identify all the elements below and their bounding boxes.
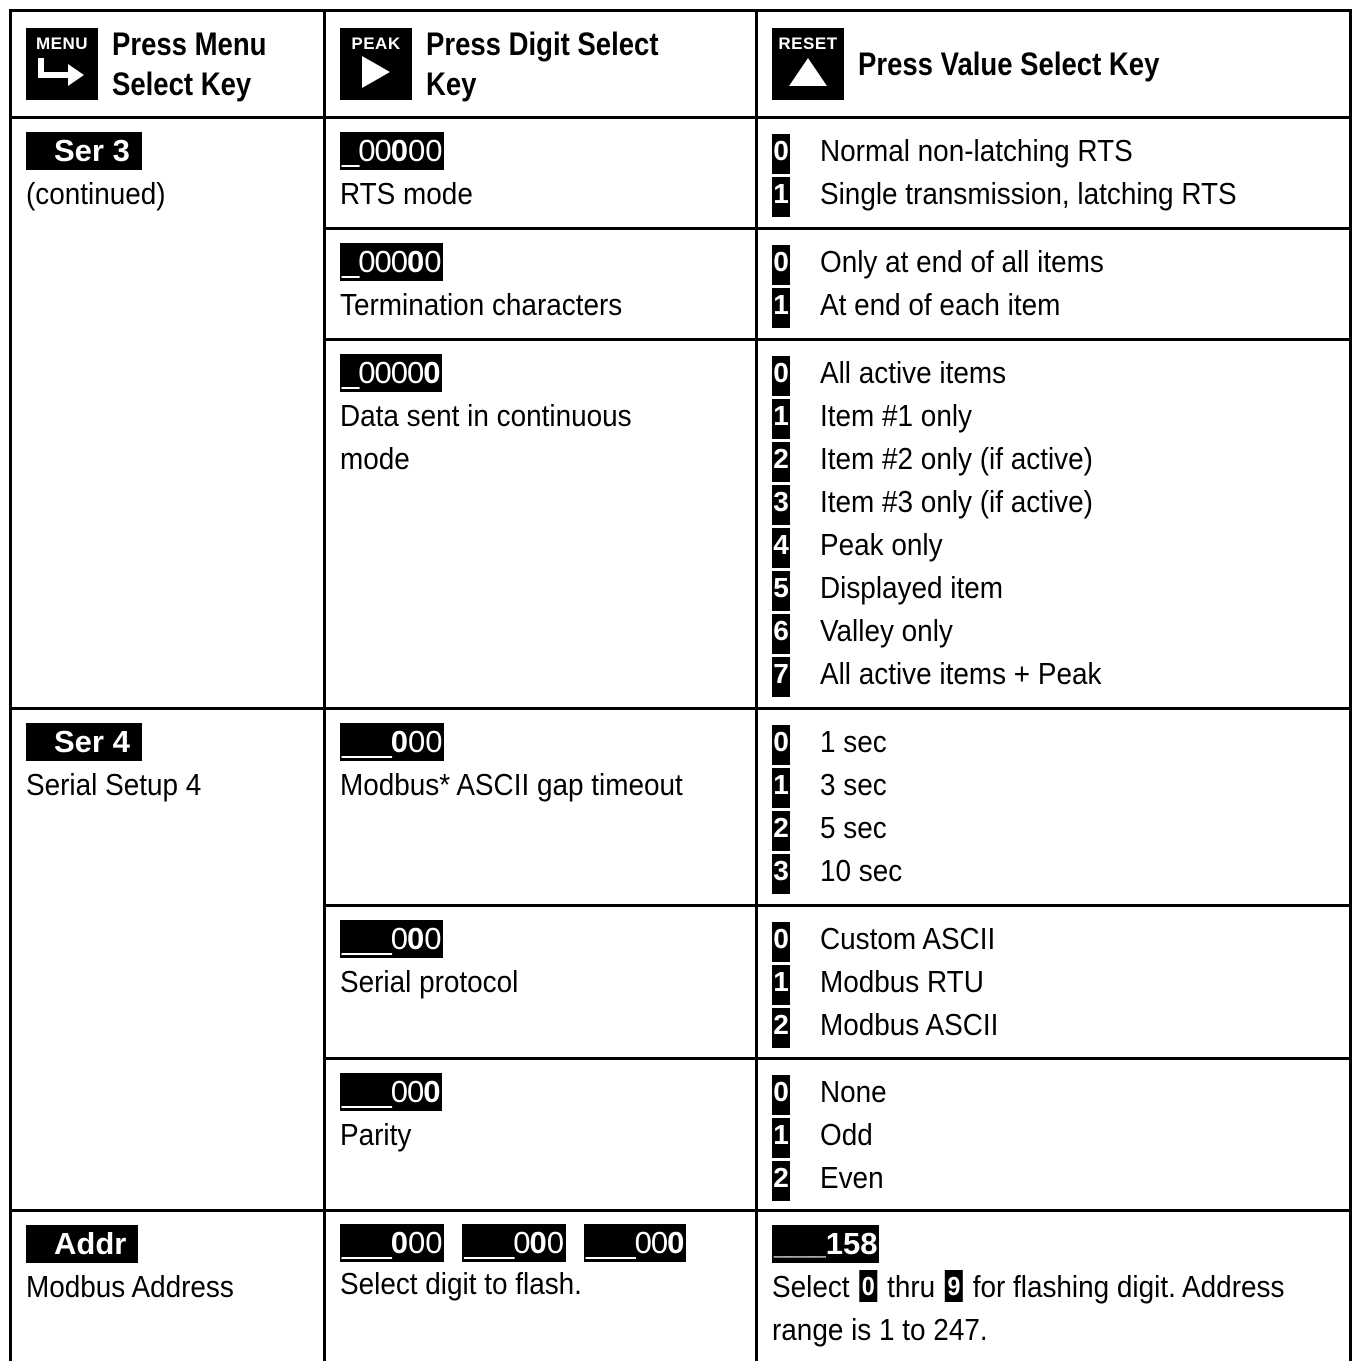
value-cell — [757, 1211, 1351, 1361]
value-option — [772, 1156, 1335, 1199]
table-row — [11, 118, 1351, 229]
value-number: 7 — [772, 657, 790, 694]
value-number: 4 — [772, 528, 790, 565]
value-text: At end of each item — [820, 283, 1060, 326]
digit-cell — [325, 1211, 757, 1361]
flashing-digit: 0 — [391, 724, 408, 759]
value-number: 1 — [772, 768, 790, 805]
value-number: 1 — [772, 965, 790, 1002]
digit-display: ___000 — [340, 920, 443, 958]
value-number: 2 — [772, 1161, 790, 1198]
menu-description: Modbus Address — [26, 1265, 234, 1308]
value-option — [772, 566, 1335, 609]
digit-description: Modbus* ASCII gap timeout — [340, 763, 683, 806]
header-menu-cell — [11, 11, 325, 118]
digit-description: RTS mode — [340, 172, 473, 215]
flashing-digit: 0 — [391, 1225, 408, 1260]
digit-cell — [325, 229, 757, 340]
menu-badge: Ser 4 — [26, 723, 142, 761]
digit-display: ___000 — [340, 1073, 442, 1111]
digit-description-2: mode — [340, 437, 410, 480]
value-option — [772, 960, 1335, 1003]
digit-display-2: ___000 — [462, 1224, 565, 1262]
value-text: 1 sec — [820, 720, 887, 763]
header-row — [11, 11, 1351, 118]
value-option — [772, 763, 1335, 806]
ser3-menu-cell — [11, 118, 325, 709]
value-number: 0 — [772, 245, 790, 282]
table-row — [11, 1211, 1351, 1361]
value-number: 2 — [772, 1008, 790, 1045]
value-option — [772, 437, 1335, 480]
value-option — [772, 480, 1335, 523]
value-number: 2 — [772, 442, 790, 479]
digit-display: _00000 — [340, 132, 444, 170]
header-digit-label-2: Key — [426, 64, 658, 104]
flashing-digit: 0 — [667, 1225, 684, 1260]
digit-cell — [325, 906, 757, 1059]
value-number: 5 — [772, 571, 790, 608]
value-text: Odd — [820, 1113, 873, 1156]
value-text: Displayed item — [820, 566, 1003, 609]
value-option — [772, 720, 1335, 763]
play-triangle-icon — [356, 54, 396, 92]
digit-display-1: ___000 — [340, 1224, 444, 1262]
digit-description: Serial protocol — [340, 960, 518, 1003]
digit-display: _00000 — [340, 243, 443, 281]
value-text: Custom ASCII — [820, 917, 995, 960]
value-text: None — [820, 1070, 887, 1113]
ser4-menu-cell — [11, 709, 325, 1211]
value-option — [772, 652, 1335, 695]
value-text: Only at end of all items — [820, 240, 1104, 283]
value-text: Item #1 only — [820, 394, 972, 437]
address-display: ___158 — [772, 1225, 879, 1263]
value-option — [772, 1113, 1335, 1156]
value-text: 10 sec — [820, 849, 902, 892]
value-option — [772, 1003, 1335, 1046]
up-triangle-icon — [785, 54, 831, 90]
digit-description: Parity — [340, 1113, 411, 1156]
value-option — [772, 240, 1335, 283]
right-arrow-icon — [32, 54, 92, 90]
value-number: 6 — [772, 614, 790, 651]
header-value-label: Press Value Select Key — [858, 44, 1159, 84]
value-number: 1 — [772, 1118, 790, 1155]
menu-key-icon: MENU — [26, 28, 98, 100]
digit-cell — [325, 1059, 757, 1211]
value-text: Item #3 only (if active) — [820, 480, 1093, 523]
reset-key-icon: RESET — [772, 28, 844, 100]
peak-key-icon: PEAK — [340, 28, 412, 100]
digit-display: _00000 — [340, 354, 442, 392]
digit-description: Data sent in continuous — [340, 394, 632, 437]
value-option — [772, 129, 1335, 172]
value-cell — [757, 709, 1351, 906]
value-text: Normal non-latching RTS — [820, 129, 1133, 172]
digit-cell — [325, 340, 757, 709]
value-number: 0 — [772, 134, 790, 171]
menu-badge: Addr — [26, 1225, 138, 1263]
table-row — [11, 709, 1351, 906]
value-number: 9 — [945, 1270, 963, 1302]
header-menu-label-2: Select Key — [112, 64, 266, 104]
menu-description: Serial Setup 4 — [26, 763, 201, 806]
value-text: All active items + Peak — [820, 652, 1101, 695]
address-instructions: Select 0 thru 9 for flashing digit. Address — [772, 1265, 1284, 1308]
flashing-digit: 0 — [407, 244, 424, 279]
value-number: 2 — [772, 811, 790, 848]
value-text: Valley only — [820, 609, 953, 652]
digit-cell — [325, 118, 757, 229]
flashing-digit: 0 — [423, 355, 440, 390]
digit-display-3: ___000 — [584, 1224, 686, 1262]
value-option — [772, 917, 1335, 960]
digit-cell — [325, 709, 757, 906]
value-option — [772, 1070, 1335, 1113]
digit-display: ___000 — [340, 723, 444, 761]
value-text: All active items — [820, 351, 1006, 394]
value-text: 5 sec — [820, 806, 887, 849]
value-text: Single transmission, latching RTS — [820, 172, 1237, 215]
value-number: 3 — [772, 854, 790, 891]
value-option — [772, 283, 1335, 326]
flashing-digit: 0 — [407, 921, 424, 956]
flashing-digit: 0 — [391, 133, 408, 168]
address-range: range is 1 to 247. — [772, 1308, 988, 1351]
value-number: 0 — [772, 725, 790, 762]
value-text: Item #2 only (if active) — [820, 437, 1093, 480]
value-text: Modbus RTU — [820, 960, 984, 1003]
value-option — [772, 394, 1335, 437]
value-number: 1 — [772, 288, 790, 325]
value-text: 3 sec — [820, 763, 887, 806]
flashing-digit: 0 — [423, 1074, 440, 1109]
menu-table — [9, 9, 1349, 1361]
value-number: 0 — [859, 1270, 877, 1302]
value-cell — [757, 906, 1351, 1059]
addr-menu-cell — [11, 1211, 325, 1361]
flashing-digit: 0 — [529, 1225, 546, 1260]
value-cell — [757, 118, 1351, 229]
value-text: Peak only — [820, 523, 943, 566]
value-option — [772, 523, 1335, 566]
digit-description: Select digit to flash. — [340, 1262, 582, 1305]
value-cell — [757, 340, 1351, 709]
value-option — [772, 806, 1335, 849]
value-number: 3 — [772, 485, 790, 522]
value-number: 0 — [772, 1075, 790, 1112]
value-option — [772, 609, 1335, 652]
header-menu-label-1: Press Menu — [112, 24, 266, 64]
value-number: 0 — [772, 922, 790, 959]
value-text: Modbus ASCII — [820, 1003, 998, 1046]
digit-description: Termination characters — [340, 283, 622, 326]
value-text: Even — [820, 1156, 884, 1199]
value-option — [772, 351, 1335, 394]
value-number: 1 — [772, 399, 790, 436]
value-option — [772, 849, 1335, 892]
value-cell — [757, 229, 1351, 340]
menu-badge: Ser 3 — [26, 132, 142, 170]
menu-description: (continued) — [26, 172, 166, 215]
header-digit-cell — [325, 11, 757, 118]
value-cell — [757, 1059, 1351, 1211]
header-value-cell — [757, 11, 1351, 118]
value-number: 1 — [772, 177, 790, 214]
value-option — [772, 172, 1335, 215]
value-number: 0 — [772, 356, 790, 393]
header-digit-label-1: Press Digit Select — [426, 24, 658, 64]
